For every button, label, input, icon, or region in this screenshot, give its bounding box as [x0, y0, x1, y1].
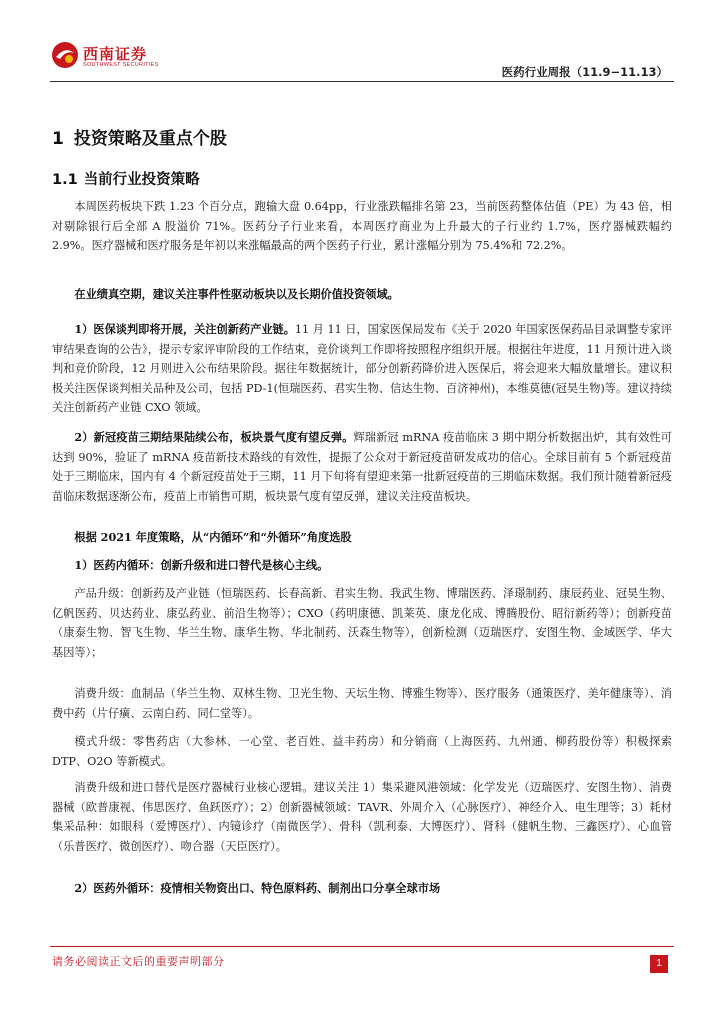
- paragraph-model-upgrade: 模式升级：零售药店（大参林、一心堂、老百姓、益丰药房）和分销商（上海医药、九州通、柳药股份等）积极探索 DTP、O2O 等新模式。: [52, 735, 672, 768]
- paragraph-external-cycle: [52, 879, 672, 899]
- logo-mark-icon: [50, 40, 80, 70]
- strategy-2021-text: 根据 2021 年度策略，从“内循环”和“外循环”角度选股: [74, 530, 352, 544]
- subsection-heading: [52, 168, 200, 189]
- covid-vaccine-body: 辉瑞新冠 mRNA 疫苗临床 3 期中期分析数据出炉，其有效性可达到 90%，验证了 mRNA 疫苗新技术路线的有效性，提振了公众对于新冠疫苗研发成功的信心。全球目前有 5 个新冠疫苗处于三期临床，国内有 4 个新冠疫苗处于三期，11 月下旬将有望迎来第一批新冠疫苗的三期临床数据。我们预计随着新冠疫苗临床数据逐渐公布，疫苗上市销售可期，板块景气度有望反弹，建议关注疫苗板块。: [52, 431, 672, 503]
- footer-divider: [50, 946, 674, 947]
- strategy-lead-text: 在业绩真空期，建议关注事件性驱动板块以及长期价值投资领域。: [74, 287, 399, 301]
- paragraph-2021-strategy: [52, 528, 672, 548]
- section-heading: [52, 124, 227, 149]
- covid-vaccine-heading: 2）新冠疫苗三期结果陆续公布，板块景气度有望反弹。: [74, 430, 354, 444]
- logo-text-cn: 西南证券: [83, 45, 148, 63]
- disclaimer-note: 请务必阅读正文后的重要声明部分: [52, 955, 225, 968]
- paragraph-consumption-upgrade: 消费升级：血制品（华兰生物、双林生物、卫光生物、天坛生物、博雅生物等）、医疗服务（通策医疗、美年健康等）、消费中药（片仔癀、云南白药、同仁堂等）。: [52, 687, 672, 720]
- header-divider: [50, 81, 674, 82]
- paragraph-strategy-lead: [52, 285, 672, 305]
- section-number: 1: [52, 129, 64, 149]
- company-logo: [50, 40, 160, 78]
- medical-insurance-heading: 1）医保谈判即将开展，关注创新药产业链。: [74, 322, 295, 336]
- subsection-title: 当前行业投资策略: [83, 172, 200, 188]
- paragraph-medical-insurance: [52, 320, 672, 418]
- report-title: 医药行业周报（11.9−11.13）: [501, 65, 668, 79]
- paragraph-medical-devices: 消费升级和进口替代是医疗器械行业核心逻辑。建议关注 1）集采避风港领域：化学发光（迈瑞医疗、安图生物）、消费器械（欧普康视、伟思医疗、鱼跃医疗）；2）创新器械领域：TAVR、外周介入（心脉医疗）、神经介入、电生理等；3）耗材集采品种：如眼科（爱博医疗）、内镜诊疗（南微医学）、骨科（凯利泰、大博医疗）、肾科（健帆生物、三鑫医疗）、心血管（乐普医疗、微创医疗）、吻合器（天臣医疗）。: [52, 781, 672, 853]
- logo-text-en: SOUTHWEST SECURITIES: [83, 62, 159, 68]
- external-cycle-text: 2）医药外循环：疫情相关物资出口、特色原料药、制剂出口分享全球市场: [74, 881, 441, 895]
- page-number: 1: [650, 955, 668, 973]
- paragraph-product-upgrade: 产品升级：创新药及产业链（恒瑞医药、长春高新、君实生物、我武生物、博瑞医药、泽璟制药、康辰药业、冠昊生物、亿帆医药、贝达药业、康弘药业、前沿生物等）；CXO（药明康德、凯莱英、康龙化成、博腾股份、昭衍新药等）；创新疫苗（康泰生物、智飞生物、华兰生物、康华生物、华北制药、沃森生物等），创新检测（迈瑞医疗、安图生物、金域医学、华大基因等）；: [52, 587, 672, 659]
- paragraph-market-summary: 本周医药板块下跌 1.23 个百分点，跑输大盘 0.64pp，行业涨跌幅排名第 23，当前医药整体估值（PE）为 43 倍，相对剔除银行后全部 A 股溢价 71%。医药分子行业来看，本周医疗商业为上升最大的子行业约 1.7%，医疗器械跌幅约 2.9%。医疗器械和医疗服务是年初以来涨幅最高的两个医药子行业，累计涨幅分别为 75.4%和 72.2%。: [52, 200, 672, 253]
- subsection-number: 1.1: [52, 172, 78, 188]
- paragraph-covid-vaccine: [52, 428, 672, 506]
- internal-cycle-text: 1）医药内循环：创新升级和进口替代是核心主线。: [74, 558, 329, 572]
- paragraph-internal-cycle: [52, 556, 672, 576]
- section-title: 投资策略及重点个股: [73, 129, 227, 149]
- medical-insurance-body: 11 月 11 日，国家医保局发布《关于 2020 年国家医保药品目录调整专家评审结果查询的公告》，提示专家评审阶段的工作结束，竞价谈判工作即将按照程序组织开展。根据往年进度，11 月预计进入谈判和竞价阶段，12 月则进入公布结果阶段。据往年数据统计，部分创新药降价进入医保后，将会迎来大幅放量增长。建议积极关注医保谈判相关品种及公司，包括 PD-1(恒瑞医药、君实生物、信达生物、百济神州)，本维莫德(冠昊生物)等。建议持续关注创新药产业链 CXO 领域。: [52, 323, 672, 415]
